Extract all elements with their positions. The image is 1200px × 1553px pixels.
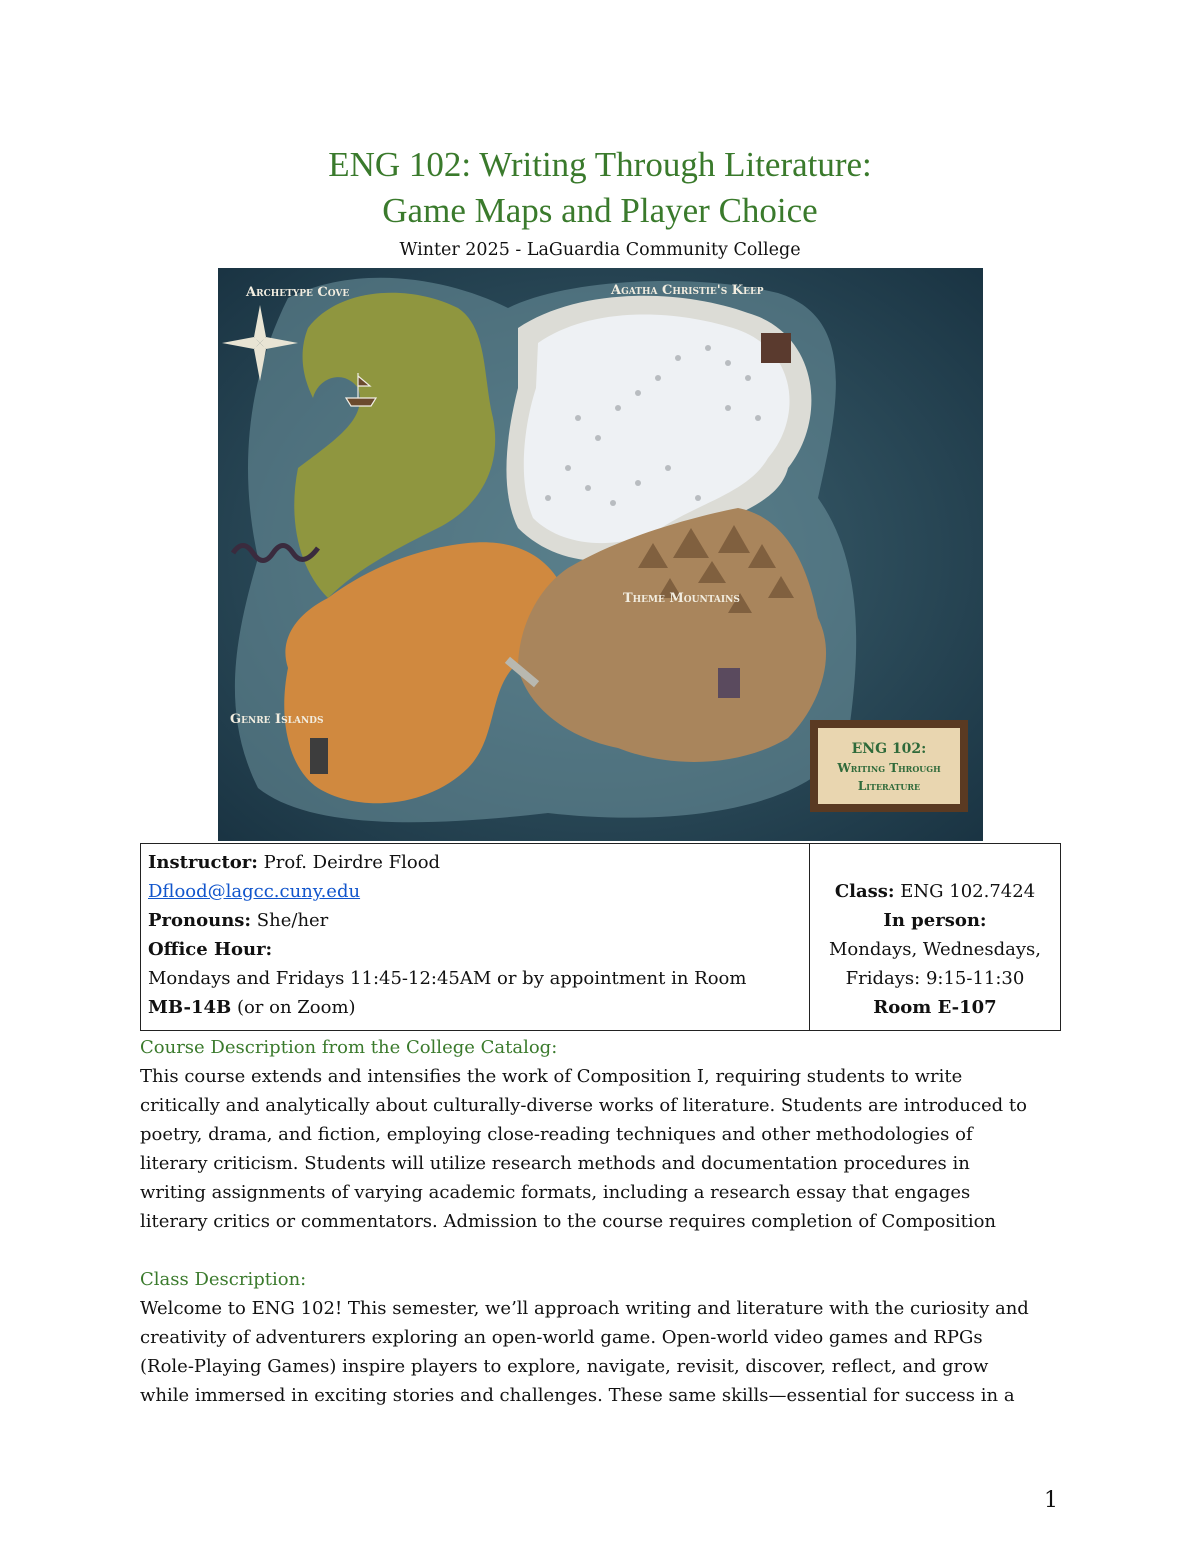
map-label-archetype-cove: Archetype Cove [246, 285, 350, 300]
catalog-heading: Course Description from the College Catalog: [140, 1037, 558, 1058]
catalog-line: literary critics or commentators. Admission to the course requires completion of Composition [140, 1211, 997, 1232]
class-description-line: creativity of adventurers exploring an open-world game. Open-world video games and RPGs [140, 1327, 983, 1348]
tower-icon [310, 738, 328, 774]
class-description-paragraph [140, 1294, 1065, 1410]
instructor-name: Prof. Deirdre Flood [257, 852, 441, 873]
pronouns-label: Pronouns: [148, 910, 252, 931]
class-row [810, 877, 1060, 906]
office-hour-room: MB-14B [148, 997, 232, 1018]
map-cartouche [810, 720, 968, 812]
map-label-theme-mountains: Theme Mountains [623, 591, 740, 606]
instructor-row [148, 848, 802, 877]
pronouns-row [148, 906, 802, 935]
cartouche-line-3: Literature [857, 779, 921, 793]
document-subtitle: Winter 2025 - LaGuardia Community College [399, 240, 801, 260]
office-hour-line: Mondays and Fridays 11:45-12:45AM or by appointment in Room [148, 968, 747, 989]
map-label-agatha-keep: Agatha Christie's Keep [611, 283, 764, 298]
office-hour-tail: (or on Zoom) [231, 997, 356, 1018]
keep-castle-icon [761, 333, 791, 363]
class-description-heading: Class Description: [140, 1269, 307, 1290]
page-number: 1 [1044, 1488, 1058, 1513]
class-days-line-2: Fridays: 9:15-11:30 [845, 968, 1025, 989]
instructor-label: Instructor: [148, 852, 258, 873]
catalog-line: literary criticism. Students will utilize research methods and documentation procedures in [140, 1153, 970, 1174]
class-section: ENG 102.7424 [894, 881, 1036, 902]
document-title-line-2: Game Maps and Player Choice [382, 191, 818, 230]
catalog-line: writing assignments of varying academic formats, including a research essay that engages [140, 1182, 971, 1203]
office-hour-room-row [148, 993, 802, 1022]
catalog-line: critically and analytically about culturally-diverse works of literature. Students are introduced to [140, 1095, 1027, 1116]
map-label-genre-islands: Genre Islands [230, 712, 324, 727]
document-title-line-1: ENG 102: Writing Through Literature: [328, 145, 872, 184]
office-hour-label: Office Hour: [148, 939, 273, 960]
catalog-paragraph [140, 1062, 1065, 1236]
fantasy-course-map [218, 268, 983, 841]
class-room: Room E-107 [873, 997, 997, 1018]
catalog-line: This course extends and intensifies the work of Composition I, requiring students to write [140, 1066, 963, 1087]
cartouche-line-1: ENG 102: [851, 741, 927, 757]
instructor-email-link[interactable]: Dflood@lagcc.cuny.edu [148, 881, 361, 902]
class-label: Class: [834, 881, 895, 902]
pronouns-value: She/her [251, 910, 329, 931]
class-description-line: while immersed in exciting stories and challenges. These same skills—essential for success in a [140, 1385, 1015, 1406]
cartouche-line-2: Writing Through [837, 761, 941, 775]
class-description-line: Welcome to ENG 102! This semester, we’ll approach writing and literature with the curiosity and [140, 1298, 1029, 1319]
instructor-info-cell [141, 844, 810, 1030]
class-info-cell [810, 844, 1060, 1030]
class-days-line-1: Mondays, Wednesdays, [828, 939, 1042, 960]
course-info-table [140, 843, 1061, 1031]
catalog-line: poetry, drama, and fiction, employing close-reading techniques and other methodologies of [140, 1124, 973, 1145]
class-mode: In person: [883, 910, 987, 931]
class-description-line: (Role-Playing Games) inspire players to explore, navigate, revisit, discover, reflect, and grow [140, 1356, 989, 1377]
town-castle-icon [718, 668, 740, 698]
